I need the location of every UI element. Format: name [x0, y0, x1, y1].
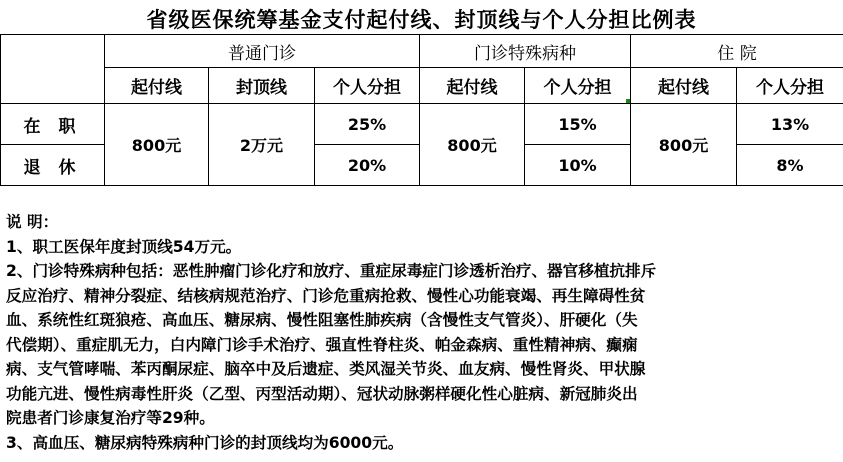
general-ratio-cell: 20%: [315, 145, 420, 186]
col-header: 起付线: [420, 68, 525, 104]
note-item-2-line: 病、支气管哮喘、苯丙酮尿症、脑卒中及后遗症、类风湿关节炎、血友病、慢性肾炎、甲状腺: [6, 360, 646, 378]
group-header-inpatient: 住 院: [631, 35, 843, 68]
notes-section: [6, 210, 838, 455]
note-item-2-line: 代偿期）、重症肌无力，白内障门诊手术治疗、强直性脊柱炎、帕金森病、重性精神病、癫痫: [6, 335, 638, 354]
general-ratio-cell: 25%: [315, 104, 420, 145]
page-title: 省级医保统筹基金支付起付线、封顶线与个人分担比例表: [146, 8, 697, 32]
note-item-2-line: 2、门诊特殊病种包括：恶性肿瘤门诊化疗和放疗、重症尿毒症门诊透析治疗、器官移植抗排斥: [6, 262, 657, 280]
inpatient-ratio-cell: 13%: [737, 104, 843, 145]
col-header: 封顶线: [209, 68, 315, 104]
row-label-retired: 退 休: [1, 145, 105, 186]
inpatient-ratio-cell: 8%: [737, 145, 843, 186]
col-header: 起付线: [105, 68, 209, 104]
special-ratio-cell: 15%: [525, 104, 631, 145]
inpatient-threshold-cell: 800元: [631, 104, 737, 186]
note-item-2-line: 反应治疗、精神分裂症、结核病规范治疗、门诊危重病抢救、慢性心功能衰竭、再生障碍性贫: [6, 286, 646, 305]
note-item-1: 1、职工医保年度封顶线54万元。: [6, 237, 242, 256]
col-header: 个人分担: [315, 68, 420, 104]
col-header: 个人分担: [525, 68, 631, 104]
corner-cell: [1, 35, 105, 104]
group-header-general: 普通门诊: [105, 35, 420, 68]
note-item-2-line: 血、系统性红斑狼疮、高血压、糖尿病、慢性阻塞性肺疾病（含慢性支气管炎）、肝硬化（失: [6, 311, 638, 329]
group-header-special: 门诊特殊病种: [420, 35, 631, 68]
note-item-3: 3、高血压、糖尿病特殊病种门诊的封顶线均为6000元。: [6, 433, 404, 452]
cell-comment-marker: [626, 99, 630, 103]
notes-heading: 说 明：: [6, 213, 59, 231]
special-ratio-cell: 10%: [525, 145, 631, 186]
note-item-2-line: 院患者门诊康复治疗等29种。: [6, 409, 215, 427]
col-header: 个人分担: [737, 68, 843, 104]
col-header: 起付线: [631, 68, 737, 104]
note-item-2-line: 功能亢进、慢性病毒性肝炎（乙型、丙型活动期）、冠状动脉粥样硬化性心脏病、新冠肺炎出: [6, 384, 638, 403]
payment-table: [0, 34, 843, 186]
row-label-employed: 在 职: [1, 104, 105, 145]
general-threshold-cell: 800元: [105, 104, 209, 186]
general-cap-cell: 2万元: [209, 104, 315, 186]
special-threshold-cell: 800元: [420, 104, 525, 186]
